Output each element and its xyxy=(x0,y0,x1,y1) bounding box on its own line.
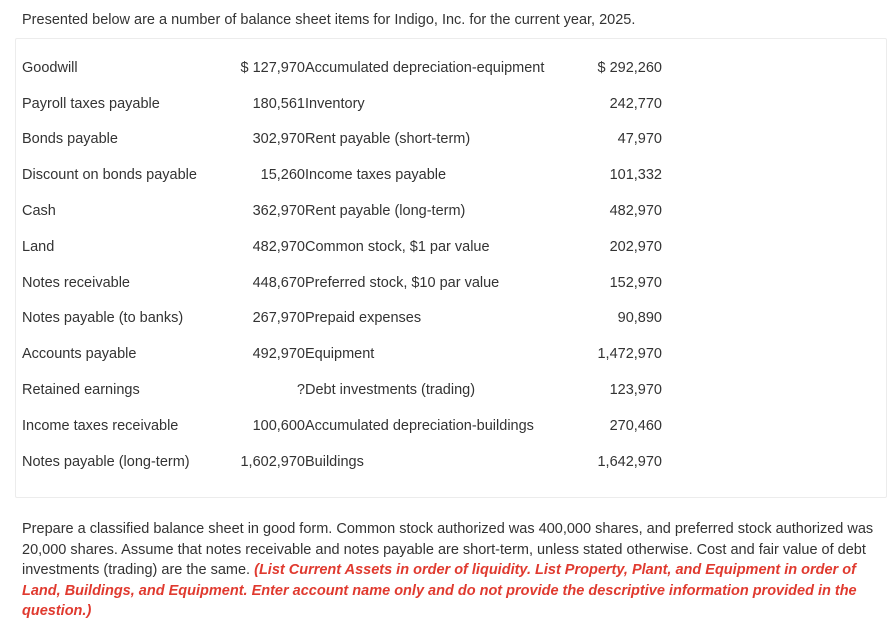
item-value: $ 127,970 xyxy=(240,59,305,76)
table-row xyxy=(22,50,662,86)
item-label: Land xyxy=(22,238,55,255)
table-row xyxy=(22,408,662,444)
item-value: $ 292,260 xyxy=(597,59,662,76)
item-value: 482,970 xyxy=(252,238,305,255)
item-value: 100,600 xyxy=(252,417,305,434)
item-value: 47,970 xyxy=(617,131,662,148)
item-label: Notes payable (long-term) xyxy=(22,453,190,470)
items-table-body xyxy=(22,50,662,480)
item-label: Equipment xyxy=(305,346,375,363)
item-label: Accounts payable xyxy=(22,346,137,363)
item-value: 15,260 xyxy=(260,167,305,184)
item-label: Debt investments (trading) xyxy=(305,382,476,399)
item-value: 1,602,970 xyxy=(240,453,305,470)
item-label: Rent payable (short-term) xyxy=(305,131,471,148)
item-label: Goodwill xyxy=(22,59,78,76)
item-label: Cash xyxy=(22,203,56,220)
item-label: Payroll taxes payable xyxy=(22,95,160,112)
item-label: Accumulated depreciation-equipment xyxy=(305,59,545,76)
item-label: Income taxes receivable xyxy=(22,417,179,434)
table-row xyxy=(22,444,662,480)
item-value: 123,970 xyxy=(609,382,662,399)
table-row xyxy=(22,193,662,229)
item-value: 448,670 xyxy=(252,274,305,291)
item-label: Accumulated depreciation-buildings xyxy=(305,417,534,434)
table-row xyxy=(22,336,662,372)
balance-sheet-items-table xyxy=(22,50,662,480)
item-value: 90,890 xyxy=(617,310,662,327)
instructions-text: Prepare a classified balance sheet in good form. Common stock authorized was 400,000 shares, and preferred stock authorized was 20,000 shares. Assume that notes receivable and notes payable are short-term, unless stated otherwise. Cost and fair value of debt investments (trading) are the same. xyxy=(22,521,874,578)
item-value: 101,332 xyxy=(609,167,662,184)
instructions-paragraph xyxy=(22,519,882,622)
item-value: 302,970 xyxy=(252,131,305,148)
item-label: Discount on bonds payable xyxy=(22,167,197,184)
item-value: 492,970 xyxy=(252,346,305,363)
item-value: 267,970 xyxy=(252,310,305,327)
item-label: Inventory xyxy=(305,95,365,112)
item-label: Preferred stock, $10 par value xyxy=(305,274,500,291)
item-label: Buildings xyxy=(305,453,364,470)
table-row xyxy=(22,157,662,193)
item-label: Notes payable (to banks) xyxy=(22,310,184,327)
item-value: 1,472,970 xyxy=(597,346,662,363)
table-row xyxy=(22,372,662,408)
table-row xyxy=(22,301,662,337)
item-value: 362,970 xyxy=(252,203,305,220)
item-label: Income taxes payable xyxy=(305,167,447,184)
table-row xyxy=(22,122,662,158)
item-value: ? xyxy=(296,382,305,399)
item-label: Retained earnings xyxy=(22,382,140,399)
item-value: 242,770 xyxy=(609,95,662,112)
item-value: 1,642,970 xyxy=(597,453,662,470)
item-value: 180,561 xyxy=(252,95,305,112)
item-label: Bonds payable xyxy=(22,131,118,148)
item-label: Notes receivable xyxy=(22,274,130,291)
instructions-emphasis: (List Current Assets in order of liquidity. List Property, Plant, and Equipment in order of Land, Buildings, and Equipment. Enter account name only and do not provide the descriptive information provided in the question.) xyxy=(22,562,857,619)
item-value: 270,460 xyxy=(609,417,662,434)
item-value: 482,970 xyxy=(609,203,662,220)
item-value: 202,970 xyxy=(609,238,662,255)
table-row xyxy=(22,265,662,301)
intro-text: Presented below are a number of balance sheet items for Indigo, Inc. for the current year, 2025. xyxy=(22,12,636,28)
item-label: Common stock, $1 par value xyxy=(305,238,490,255)
table-row xyxy=(22,229,662,265)
table-row xyxy=(22,86,662,122)
item-label: Rent payable (long-term) xyxy=(305,203,466,220)
item-value: 152,970 xyxy=(609,274,662,291)
item-label: Prepaid expenses xyxy=(305,310,422,327)
